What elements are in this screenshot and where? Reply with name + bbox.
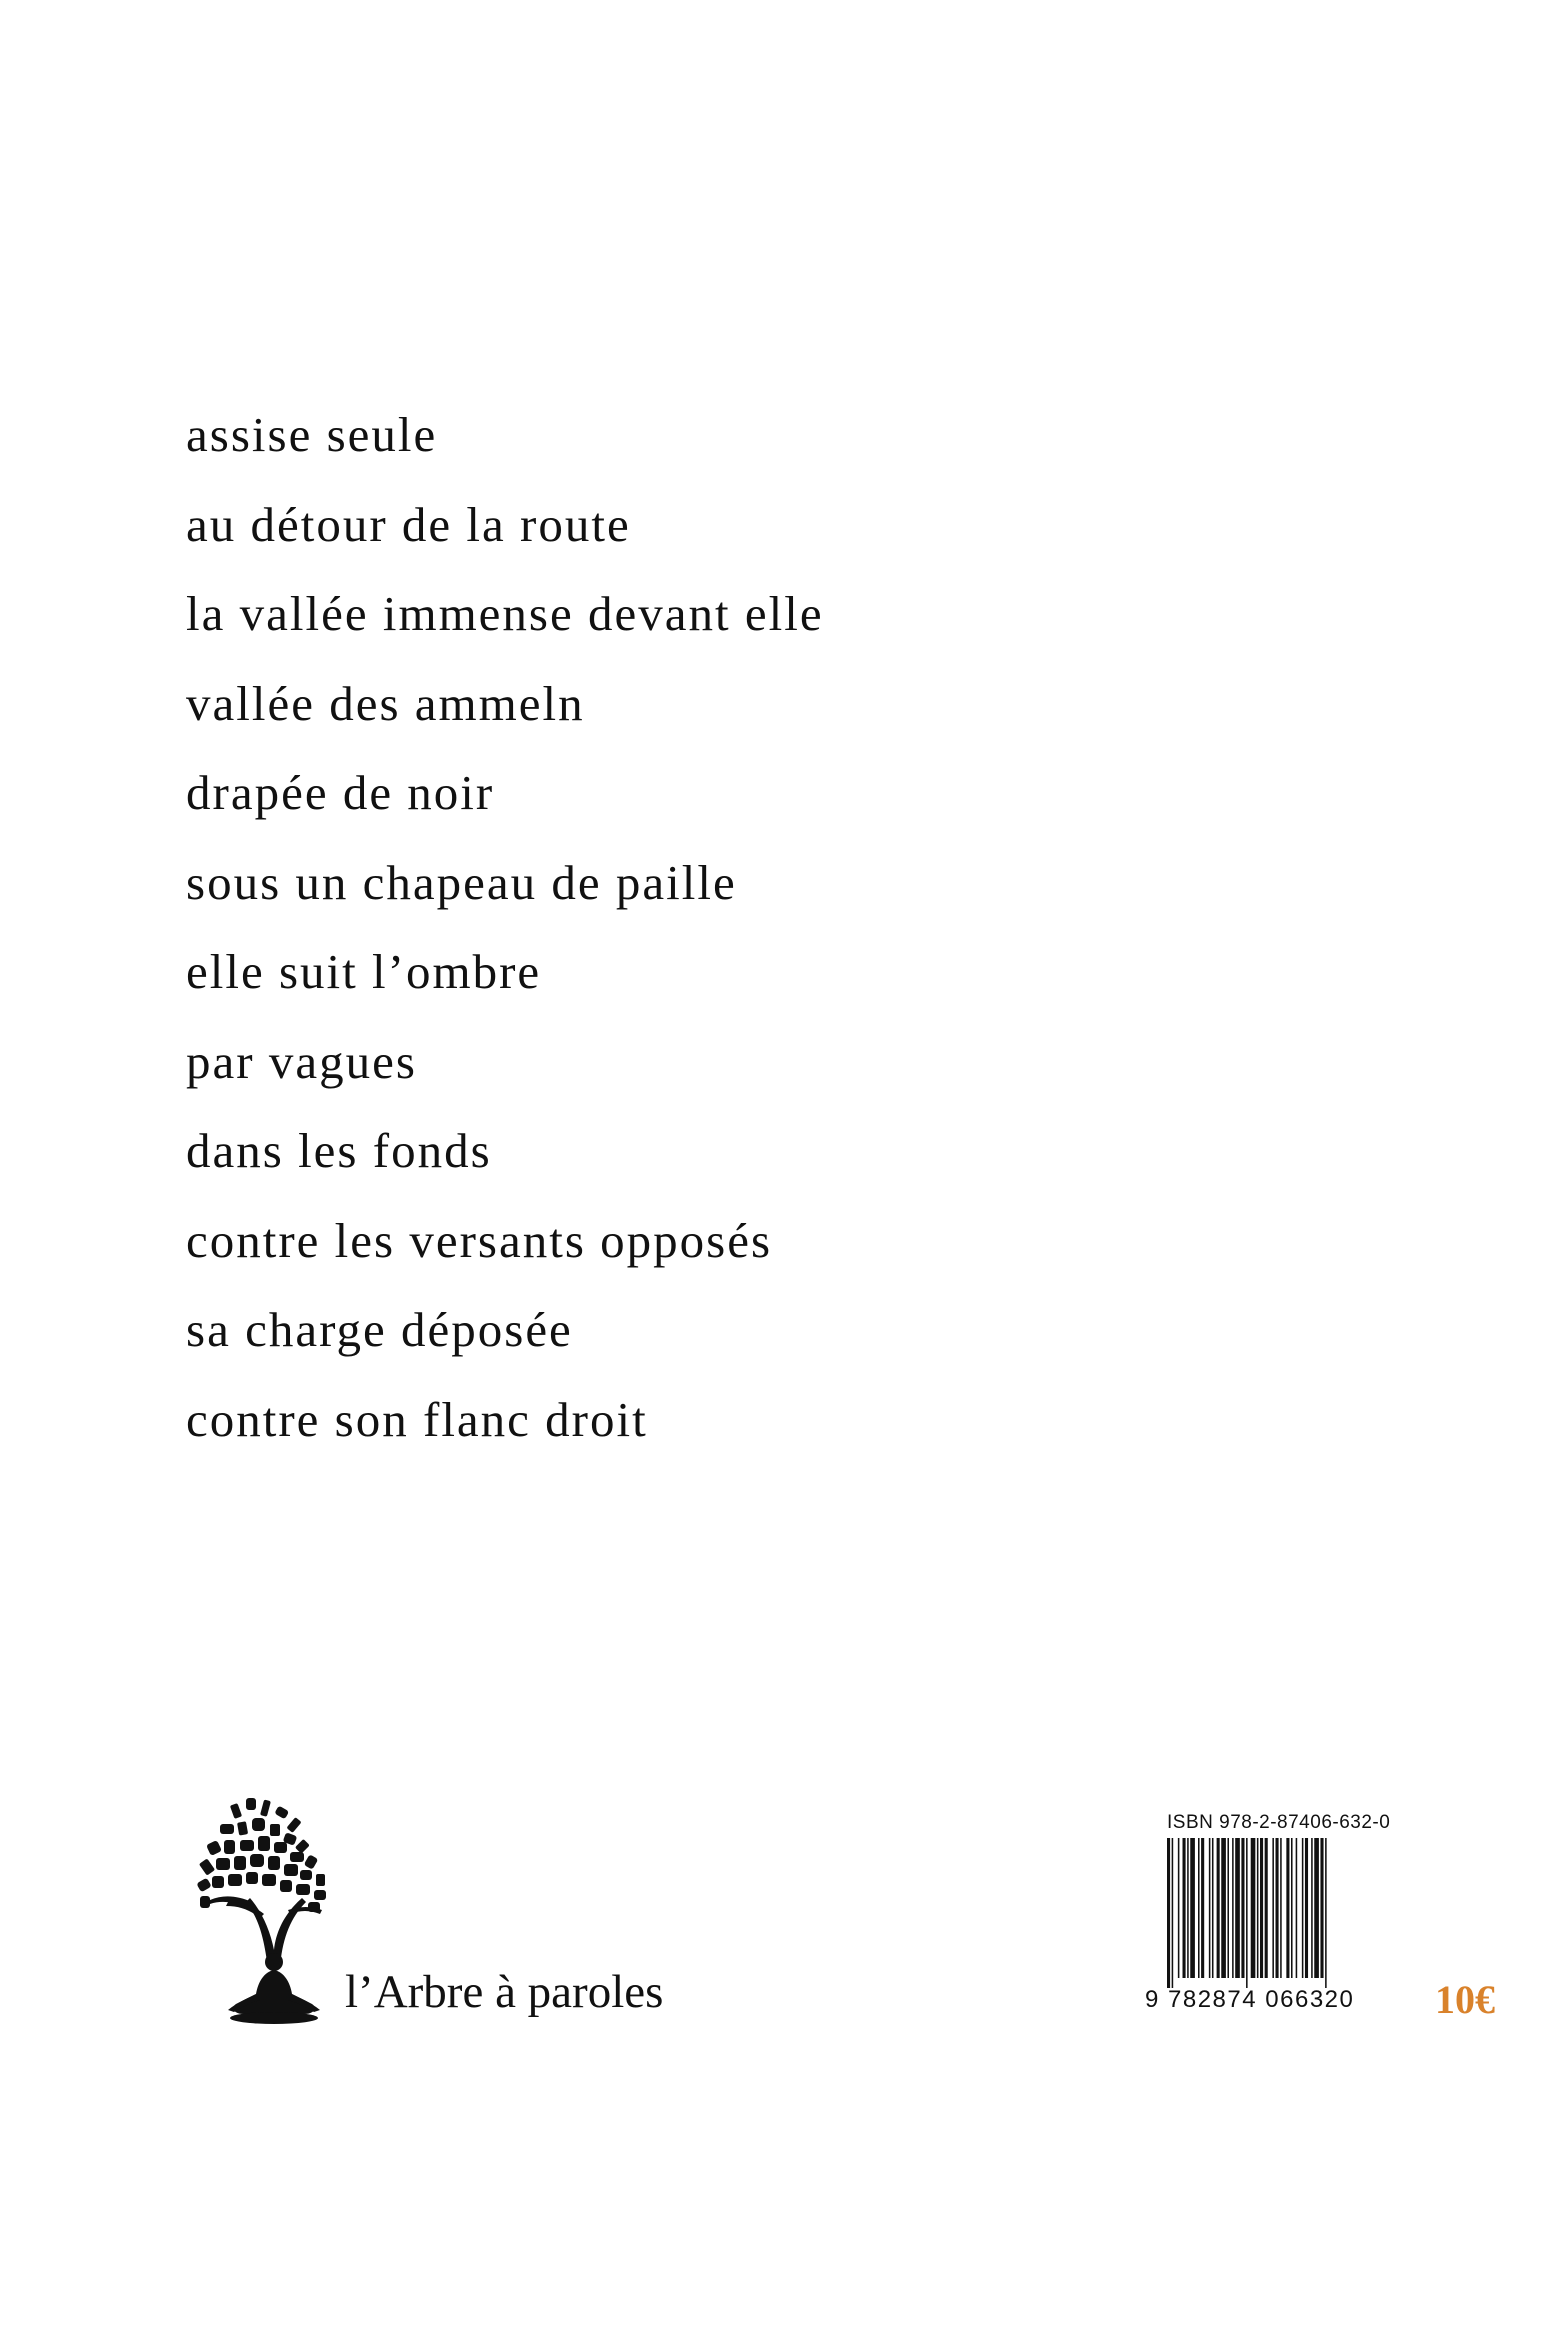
- publisher-block: [190, 1790, 710, 2030]
- barcode-bar: [1217, 1838, 1220, 1978]
- poem: [186, 390, 824, 1464]
- barcode-bar: [1251, 1838, 1256, 1978]
- barcode-bar: [1257, 1838, 1259, 1978]
- barcode-bar: [1232, 1838, 1234, 1978]
- poem-line: dans les fonds: [186, 1123, 492, 1178]
- price-label: 10€: [1435, 1977, 1495, 2022]
- poem-line: sous un chapeau de paille: [186, 854, 737, 910]
- barcode-bar: [1178, 1838, 1180, 1978]
- barcode-bar: [1183, 1838, 1186, 1978]
- barcode-block: [1145, 1812, 1415, 2027]
- barcode-bar: [1311, 1838, 1313, 1978]
- barcode-bar: [1320, 1838, 1323, 1978]
- barcode-bar: [1209, 1838, 1211, 1978]
- barcode-bar: [1291, 1838, 1293, 1978]
- barcode-bar: [1227, 1838, 1229, 1978]
- barcode-bar: [1286, 1838, 1289, 1978]
- poem-line: par vagues: [186, 1033, 417, 1089]
- barcode-bar: [1265, 1838, 1268, 1978]
- poem-line: au détour de la route: [186, 496, 631, 552]
- tree-of-words-meditating-figure-icon: [190, 1790, 360, 2030]
- barcode-bar: [1187, 1838, 1189, 1978]
- barcode-bar: [1167, 1838, 1170, 1988]
- barcode-bar: [1198, 1838, 1200, 1978]
- poem-line: drapée de noir: [186, 765, 495, 820]
- barcode-bar: [1235, 1838, 1240, 1978]
- poem-line: vallée des ammeln: [186, 675, 585, 731]
- barcode-bar: [1325, 1838, 1327, 1988]
- barcode-bar: [1201, 1838, 1204, 1978]
- barcode-bar: [1276, 1838, 1279, 1978]
- poem-line: contre son flanc droit: [186, 1391, 648, 1447]
- barcode-bar: [1272, 1838, 1274, 1978]
- barcode-bar: [1190, 1838, 1195, 1978]
- barcode-bar: [1296, 1838, 1298, 1978]
- poem-line: la vallée immense devant elle: [186, 586, 824, 641]
- barcode-bar: [1221, 1838, 1226, 1978]
- barcode-bar: [1212, 1838, 1214, 1978]
- barcode-bar: [1305, 1838, 1308, 1978]
- barcode-bar: [1241, 1838, 1244, 1978]
- poem-line: assise seule: [186, 407, 438, 462]
- barcode-digits: 9 782874 066320: [1145, 1986, 1355, 2013]
- barcode-bar: [1172, 1838, 1174, 1988]
- barcode-bar: [1314, 1838, 1319, 1978]
- barcode-icon: [1145, 1838, 1415, 1988]
- barcode-bar: [1302, 1838, 1304, 1978]
- barcode-bar: [1260, 1838, 1263, 1978]
- publisher-name: l’Arbre à paroles: [345, 1966, 664, 2018]
- barcode-bar: [1280, 1838, 1282, 1978]
- poem-line: sa charge déposée: [186, 1302, 573, 1357]
- isbn-label: ISBN 978-2-87406-632-0: [1167, 1812, 1391, 1833]
- barcode-bar: [1246, 1838, 1248, 1988]
- poem-line: contre les versants opposés: [186, 1212, 773, 1268]
- poem-line: elle suit l’ombre: [186, 944, 542, 999]
